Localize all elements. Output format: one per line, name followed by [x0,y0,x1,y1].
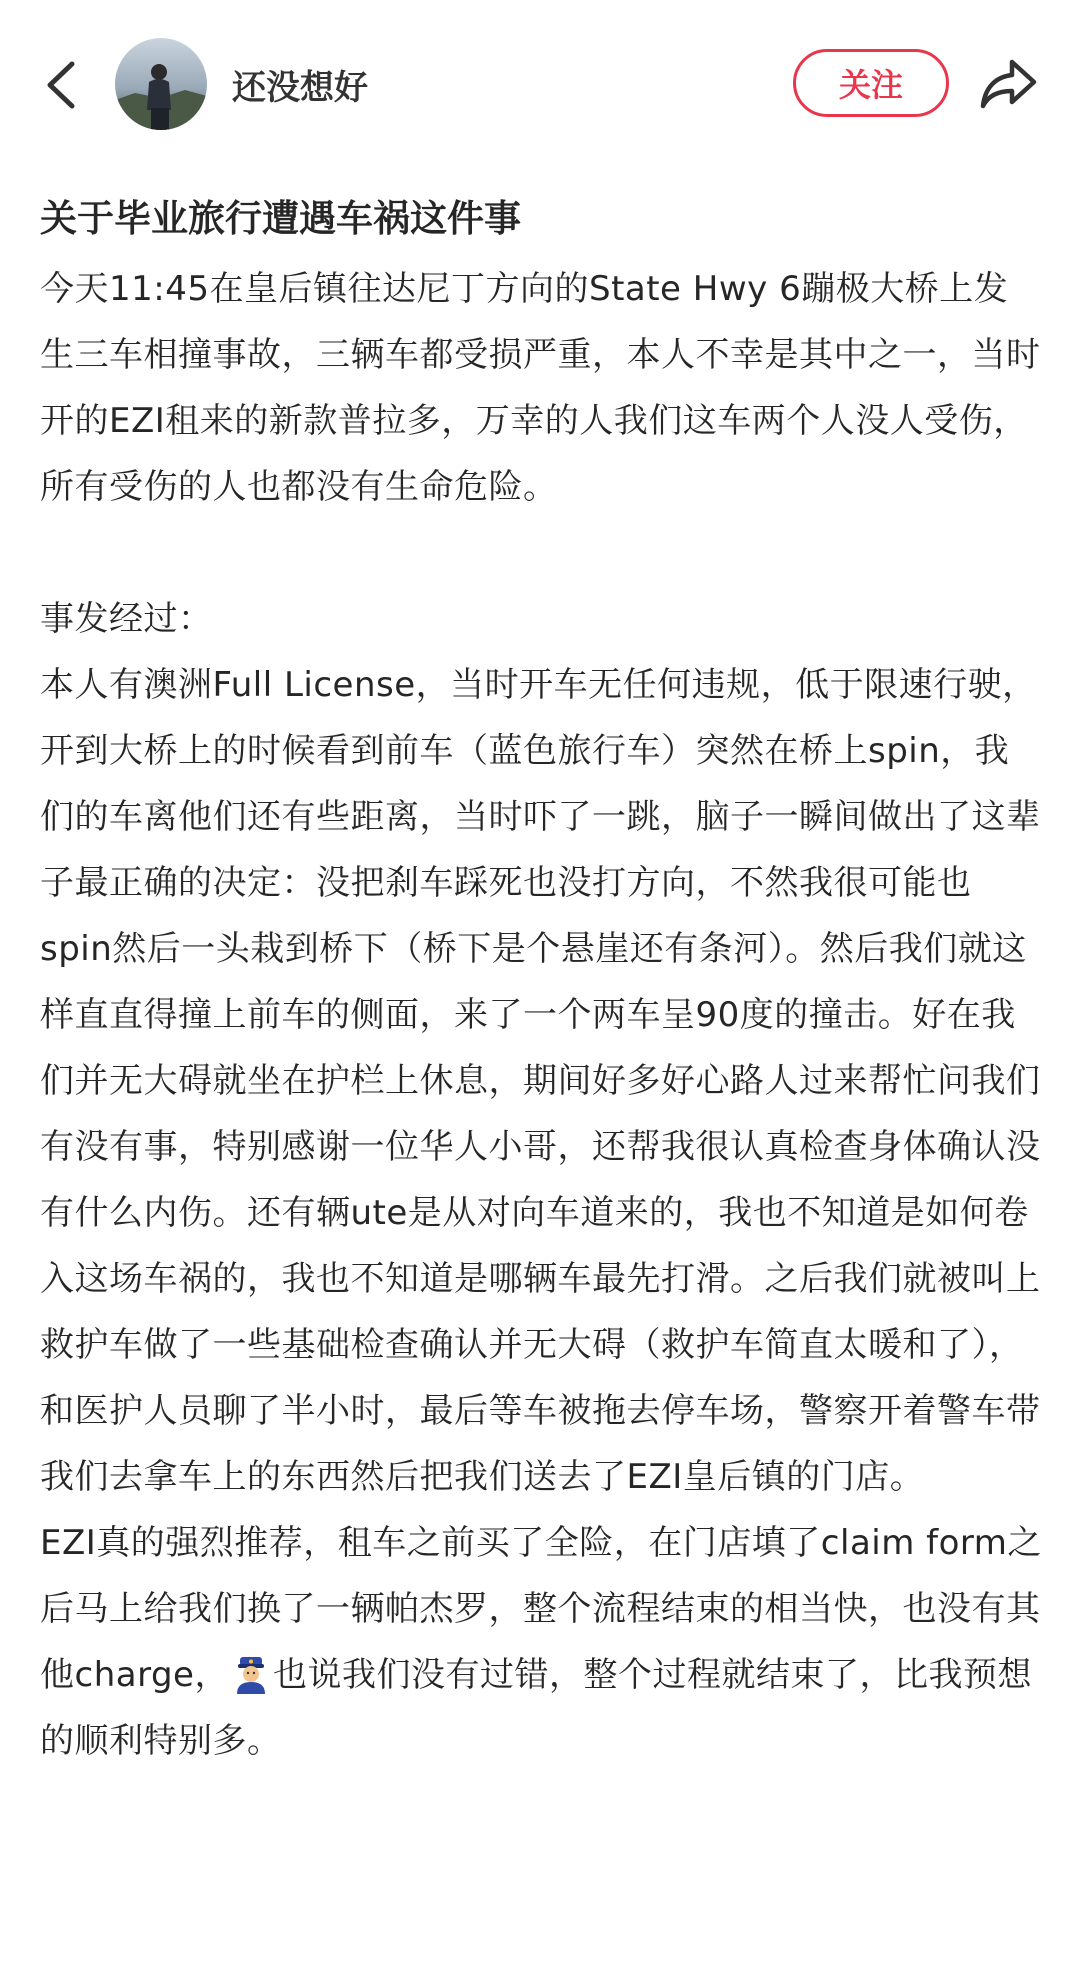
chevron-left-icon [38,52,86,118]
rental-text-part2: 也说我们没有过错，整个过程就结束了，比我预想的顺利特别多。 [40,1655,1032,1761]
post-body [40,256,1042,1774]
top-bar [0,0,1080,168]
paragraph-rental [40,1510,1042,1774]
paragraph-incident: 本人有澳洲Full License，当时开车无任何违规，低于限速行驶，开到大桥上的时候看到前车（蓝色旅行车）突然在桥上spin，我们的车离他们还有些距离，当时吓了一跳，脑子一瞬间做出了这辈子最正确的决定：没把刹车踩死也没打方向，不然我很可能也spin然后一头栽到桥下（桥下是个悬崖还有条河）。然后我们就这样直直得撞上前车的侧面，来了一个两车呈90度的撞击。好在我们并无大碍就坐在护栏上休息，期间好多好心路人过来帮忙问我们有没有事，特别感谢一位华人小哥，还帮我很认真检查身体确认没有什么内伤。还有辆ute是从对向车道来的，我也不知道是如何卷入这场车祸的，我也不知道是哪辆车最先打滑。之后我们就被叫上救护车做了一些基础检查确认并无大碍（救护车简直太暖和了），和医护人员聊了半小时，最后等车被拖去停车场，警察开着警车带我们去拿车上的东西然后把我们送去了EZI皇后镇的门店。 [40,665,1041,1497]
share-arrow-icon [978,56,1040,112]
avatar[interactable] [115,38,207,130]
paragraph-intro: 今天11:45在皇后镇往达尼丁方向的State Hwy 6蹦极大桥上发生三车相撞事故，三辆车都受损严重，本人不幸是其中之一，当时开的EZI租来的新款普拉多，万幸的人我们这车两个人没人受伤，所有受伤的人也都没有生命危险。 [40,269,1041,507]
share-button[interactable] [978,56,1040,112]
author-name[interactable]: 还没想好 [232,68,368,108]
rental-text-part1: EZI真的强烈推荐，租车之前买了全险，在门店填了claim form之后马上给我们换了一辆帕杰罗，整个流程结束的相当快，也没有其他charge， [40,1523,1042,1695]
back-button[interactable] [38,52,86,118]
paragraph-heading: 事发经过： [40,599,213,639]
follow-button[interactable]: 关注 [793,49,949,117]
post-title: 关于毕业旅行遭遇车祸这件事 [40,197,521,240]
paragraph-gap [40,520,1042,586]
post-content [0,184,1080,1774]
police-officer-icon [233,1650,269,1690]
